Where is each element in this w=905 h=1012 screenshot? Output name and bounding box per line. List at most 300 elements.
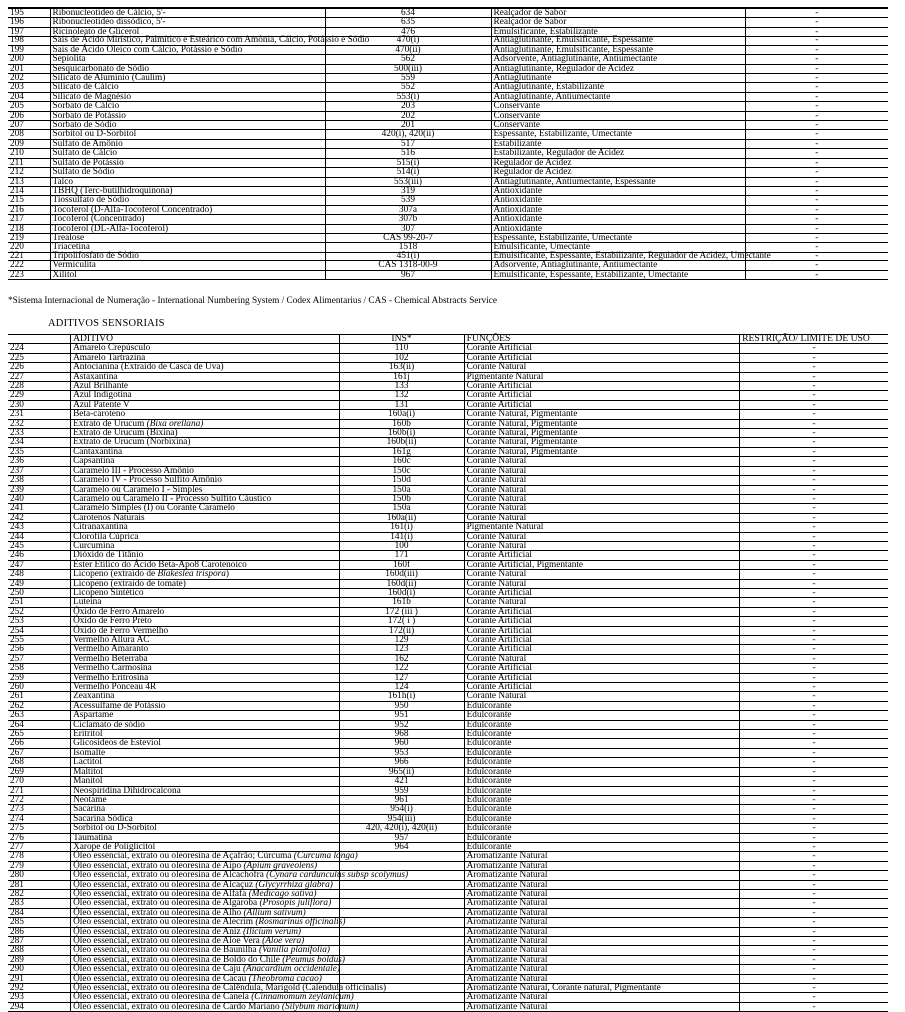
row-number: 249: [8, 579, 71, 588]
row-number: 289: [8, 955, 71, 964]
table-row: [8, 805, 888, 814]
additive-name-text: Óleo essencial, extrato ou oleoresina de Alcaçuz: [73, 879, 256, 890]
scientific-name: (Peumus boldus): [282, 954, 345, 965]
header-additive: ADITIVO: [71, 335, 339, 344]
table-row: [8, 363, 888, 372]
functions: Corante Artificial: [464, 626, 740, 635]
use-limit: -: [740, 786, 888, 795]
table-row: [8, 45, 888, 54]
functions: Regulador de Acidez: [491, 158, 745, 167]
functions: Aromatizante Natural: [464, 993, 740, 1002]
table-row: [8, 168, 888, 177]
table-row: [8, 111, 888, 120]
ins-code: 476: [325, 27, 491, 36]
use-limit: -: [745, 130, 888, 139]
additive-name: Sais de Ácido Mirístico, Palmítico e Esteárico com Amônia, Cálcio, Potássio e Sódio: [50, 37, 325, 46]
ins-code: 110: [339, 344, 464, 353]
table-row: [8, 777, 888, 786]
table-row: [8, 617, 888, 626]
additive-name: Caramelo IV - Processo Sulfito Amônio: [71, 476, 339, 485]
functions: Edulcorante: [464, 758, 740, 767]
functions: Realçador de Sabor: [491, 18, 745, 27]
additive-name: Sulfato de Potássio: [50, 158, 325, 167]
row-number: 269: [8, 767, 71, 776]
use-limit: -: [740, 955, 888, 964]
use-limit: -: [740, 636, 888, 645]
table-row: [8, 83, 888, 92]
ins-code: 952: [339, 720, 464, 729]
row-number: 230: [8, 400, 71, 409]
table-row: [8, 92, 888, 101]
ins-code: [339, 937, 464, 946]
functions: Aromatizante Natural: [464, 918, 740, 927]
functions: Edulcorante: [464, 730, 740, 739]
row-number: 216: [8, 205, 50, 214]
row-number: 200: [8, 55, 50, 64]
functions: Corante Natural: [464, 654, 740, 663]
ins-code: 966: [339, 758, 464, 767]
functions: Emulsificante, Umectante: [491, 243, 745, 252]
table-row: [8, 344, 888, 353]
row-number: 279: [8, 861, 71, 870]
additive-name: Sesquicarbonato de Sódio: [50, 64, 325, 73]
additive-name: Amarelo Tartrazina: [71, 353, 339, 362]
row-number: 285: [8, 918, 71, 927]
table-row: [8, 683, 888, 692]
row-number: 208: [8, 130, 50, 139]
ins-code: 964: [339, 842, 464, 851]
additive-name: Vermelho Carmosina: [71, 664, 339, 673]
ins-code: 161(i): [339, 523, 464, 532]
functions: Corante Natural: [464, 457, 740, 466]
row-number: 259: [8, 673, 71, 682]
additive-name: Óleo essencial, extrato ou oleoresina de Calêndula, Marigold (Calendula officinalis): [71, 984, 339, 993]
ins-code: [339, 965, 464, 974]
functions: Corante Artificial, Pigmentante: [464, 560, 740, 569]
additive-name-text: Óleo essencial, extrato ou oleoresina de Alcachofra: [73, 870, 267, 881]
row-number: 288: [8, 946, 71, 955]
additive-name: Beta-caroteno: [71, 410, 339, 419]
use-limit: -: [745, 233, 888, 242]
functions: Corante Natural, Pigmentante: [464, 410, 740, 419]
row-number: 203: [8, 83, 50, 92]
scientific-name: (Vanilla planifolia): [258, 945, 330, 956]
additive-name-text: Extrato de Urucum: [73, 418, 147, 429]
use-limit: -: [740, 946, 888, 955]
additive-name: Neospiridina Dihidrocalcona: [71, 786, 339, 795]
functions: Corante Natural: [464, 466, 740, 475]
ins-code: 123: [339, 645, 464, 654]
table-row: [8, 513, 888, 522]
functions: Edulcorante: [464, 711, 740, 720]
row-number: 218: [8, 224, 50, 233]
additive-name: Curcumina: [71, 541, 339, 550]
ins-code: 635: [325, 18, 491, 27]
ins-code: 500(iii): [325, 64, 491, 73]
functions: Espessante, Estabilizante, Umectante: [491, 233, 745, 242]
additive-name: Carotenos Naturais: [71, 513, 339, 522]
functions: Edulcorante: [464, 842, 740, 851]
additive-name: Silicato de Alumínio (Caulim): [50, 74, 325, 83]
ins-code: 319: [325, 186, 491, 195]
functions: Aromatizante Natural: [464, 871, 740, 880]
additive-name-text: Óleo essencial, extrato ou oleoresina de Alecrim: [73, 917, 256, 928]
functions: Corante Artificial: [464, 400, 740, 409]
additive-name: Azul Brilhante: [71, 382, 339, 391]
functions: Corante Natural, Pigmentante: [464, 438, 740, 447]
additive-name: Vermiculita: [50, 261, 325, 270]
ins-code: 420(i), 420(ii): [325, 130, 491, 139]
ins-code: 201: [325, 121, 491, 130]
row-number: 227: [8, 372, 71, 381]
functions: Aromatizante Natural: [464, 861, 740, 870]
use-limit: -: [740, 871, 888, 880]
scientific-name: (Medicago sativa): [248, 888, 317, 899]
row-number: 235: [8, 447, 71, 456]
row-number: 241: [8, 504, 71, 513]
additive-name: Cantaxantina: [71, 447, 339, 456]
use-limit: -: [740, 541, 888, 550]
ins-code: 307: [325, 224, 491, 233]
ins-code: 150b: [339, 494, 464, 503]
functions: Emulsificante, Espessante, Estabilizante, Regulador de Acidez, Umectante: [491, 252, 745, 261]
table-row: [8, 121, 888, 130]
row-number: 234: [8, 438, 71, 447]
table-row: [8, 748, 888, 757]
additive-name: Sorbato de Potássio: [50, 111, 325, 120]
use-limit: -: [740, 842, 888, 851]
row-number: 281: [8, 880, 71, 889]
ins-code: 162: [339, 654, 464, 663]
row-number: 222: [8, 261, 50, 270]
ins-code: 161b: [339, 598, 464, 607]
use-limit: -: [740, 504, 888, 513]
table-row: [8, 523, 888, 532]
ins-code: 203: [325, 102, 491, 111]
additive-name: Caramelo ou Caramelo II - Processo Sulfito Cáustico: [71, 494, 339, 503]
use-limit: -: [740, 447, 888, 456]
additive-name: Sulfato de Sódio: [50, 168, 325, 177]
functions: Adsorvente, Antiaglutinante, Antiumectante: [491, 261, 745, 270]
use-limit: -: [740, 626, 888, 635]
use-limit: -: [745, 27, 888, 36]
row-number: 271: [8, 786, 71, 795]
additive-name: Neotame: [71, 795, 339, 804]
additive-name-text: Óleo essencial, extrato ou oleoresina de Aloe Vera: [73, 936, 263, 946]
use-limit: -: [740, 382, 888, 391]
functions: Corante Artificial: [464, 551, 740, 560]
use-limit: -: [745, 45, 888, 54]
functions: Corante Natural: [464, 363, 740, 372]
functions: Aromatizante Natural, Corante natural, Pigmentante: [464, 984, 740, 993]
row-number: 286: [8, 927, 71, 936]
use-limit: -: [745, 168, 888, 177]
scientific-name: (Theobroma cacao): [248, 973, 322, 984]
functions: Antiaglutinante, Antiumectante: [491, 92, 745, 101]
ins-code: 129: [339, 636, 464, 645]
functions: Antiaglutinante, Emulsificante, Espessante: [491, 45, 745, 54]
table-row: [8, 74, 888, 83]
use-limit: -: [740, 617, 888, 626]
functions: Aromatizante Natural: [464, 946, 740, 955]
table-row: [8, 400, 888, 409]
use-limit: -: [740, 965, 888, 974]
use-limit: -: [740, 598, 888, 607]
additive-name: Manitol: [71, 777, 339, 786]
use-limit: -: [740, 974, 888, 983]
ins-code: 1518: [325, 243, 491, 252]
ins-code: 552: [325, 83, 491, 92]
functions: Antioxidante: [491, 186, 745, 195]
use-limit: -: [740, 824, 888, 833]
ins-code: CAS 99-20-7: [325, 233, 491, 242]
additive-name: Tocoferol (DL-Alfa-Tocoferol): [50, 224, 325, 233]
use-limit: -: [740, 1002, 888, 1011]
use-limit: -: [740, 523, 888, 532]
row-number: 198: [8, 37, 50, 46]
functions: Antiaglutinante, Estabilizante: [491, 83, 745, 92]
scientific-name: (Cinnamomum zeylanicum): [251, 992, 354, 1003]
ins-code: 539: [325, 196, 491, 205]
functions: Antioxidante: [491, 215, 745, 224]
ins-code: 131: [339, 400, 464, 409]
functions: Corante Natural: [464, 579, 740, 588]
table-row: [8, 767, 888, 776]
use-limit: -: [740, 551, 888, 560]
row-number: 240: [8, 494, 71, 503]
use-limit: -: [740, 645, 888, 654]
row-number: 236: [8, 457, 71, 466]
additive-name: Sorbato de Sódio: [50, 121, 325, 130]
row-number: 268: [8, 758, 71, 767]
additive-name: Sorbitol ou D-Sorbitol: [50, 130, 325, 139]
row-number: 243: [8, 523, 71, 532]
use-limit: -: [740, 579, 888, 588]
functions: Corante Natural, Pigmentante: [464, 419, 740, 428]
ins-code: 150a: [339, 485, 464, 494]
ins-code: 160c: [339, 457, 464, 466]
functions: Estabilizante, Regulador de Acidez: [491, 149, 745, 158]
functions: Pigmentante Natural: [464, 372, 740, 381]
additive-name: Silicato de Magnésio: [50, 92, 325, 101]
section-title: ADITIVOS SENSORIAIS: [48, 318, 165, 329]
use-limit: -: [740, 494, 888, 503]
additive-name: Citranaxantina: [71, 523, 339, 532]
functions: Corante Natural: [464, 513, 740, 522]
ins-code: 163(ii): [339, 363, 464, 372]
table-row: [8, 598, 888, 607]
table-row: [8, 588, 888, 597]
additive-name: Sais de Ácido Oleico com Cálcio, Potássio e Sódio: [50, 45, 325, 54]
ins-code: 968: [339, 730, 464, 739]
use-limit: -: [745, 261, 888, 270]
functions: Aromatizante Natural: [464, 927, 740, 936]
additive-name: Licopeno Sintético: [71, 588, 339, 597]
row-number: 238: [8, 476, 71, 485]
row-number: 250: [8, 588, 71, 597]
table-row: [8, 485, 888, 494]
ins-code: 160d(iii): [339, 570, 464, 579]
additive-name: Maltitol: [71, 767, 339, 776]
scientific-name: (Curcuma longa): [293, 851, 358, 862]
ins-code: 957: [339, 833, 464, 842]
table-row: [8, 795, 888, 804]
ins-code: 160b: [339, 419, 464, 428]
functions: Edulcorante: [464, 748, 740, 757]
ins-code: 514(i): [325, 168, 491, 177]
ins-code: [339, 889, 464, 898]
use-limit: -: [740, 419, 888, 428]
table-row: [8, 438, 888, 447]
additive-name: Aspartame: [71, 711, 339, 720]
row-number: 231: [8, 410, 71, 419]
row-number: 256: [8, 645, 71, 654]
row-number: 237: [8, 466, 71, 475]
table-row: [8, 382, 888, 391]
row-number: 225: [8, 353, 71, 362]
table-row: [8, 739, 888, 748]
use-limit: -: [745, 74, 888, 83]
ins-code: 562: [325, 55, 491, 64]
additive-name-text: Óleo essencial, extrato ou oleoresina de Cacau: [73, 973, 249, 984]
ins-code: 102: [339, 353, 464, 362]
row-number: 201: [8, 64, 50, 73]
scientific-name: (Ilicium verum): [242, 926, 302, 937]
use-limit: -: [740, 673, 888, 682]
ins-code: [339, 955, 464, 964]
use-limit: -: [745, 270, 888, 279]
row-number: 262: [8, 701, 71, 710]
table-row: [8, 551, 888, 560]
row-number: 211: [8, 158, 50, 167]
row-number: 274: [8, 814, 71, 823]
additive-name: Tripolifosfato de Sódio: [50, 252, 325, 261]
additive-name: Acessulfame de Potássio: [71, 701, 339, 710]
row-number: 247: [8, 560, 71, 569]
use-limit: -: [745, 92, 888, 101]
additive-name-text: Óleo essencial, extrato ou oleoresina de Açafrão; Cúrcuma: [73, 851, 294, 862]
row-number: 293: [8, 993, 71, 1002]
ins-code: 150a: [339, 504, 464, 513]
additive-name: Silicato de Cálcio: [50, 83, 325, 92]
ins-code: 307a: [325, 205, 491, 214]
use-limit: -: [745, 243, 888, 252]
ins-code: 160d(ii): [339, 579, 464, 588]
functions: Edulcorante: [464, 824, 740, 833]
ins-code: 171: [339, 551, 464, 560]
functions: Antioxidante: [491, 196, 745, 205]
table-row: [8, 270, 888, 279]
row-number: 246: [8, 551, 71, 560]
row-number: 273: [8, 805, 71, 814]
functions: Pigmentante Natural: [464, 523, 740, 532]
additive-name: Triacetina: [50, 243, 325, 252]
use-limit: -: [745, 177, 888, 186]
functions: Aromatizante Natural: [464, 955, 740, 964]
use-limit: -: [740, 457, 888, 466]
ins-code: 634: [325, 8, 491, 18]
row-number: 219: [8, 233, 50, 242]
row-number: 215: [8, 196, 50, 205]
scientific-name: (Bixa orellana): [146, 418, 204, 429]
ins-code: 559: [325, 74, 491, 83]
use-limit: -: [740, 730, 888, 739]
functions: Antiaglutinante, Regulador de Acidez: [491, 64, 745, 73]
ins-code: 160a(i): [339, 410, 464, 419]
functions: Adsorvente, Antiaglutinante, Antiumectante: [491, 55, 745, 64]
footnote: *Sistema Internacional de Numeração - International Numbering System / Codex Alimentarius / CAS - Chemical Abstracts Service: [8, 296, 497, 306]
functions: Aromatizante Natural: [464, 974, 740, 983]
scientific-name: (Allium sativum): [243, 907, 306, 918]
additive-name: Sulfato de Cálcio: [50, 149, 325, 158]
row-number: 224: [8, 344, 71, 353]
functions: Aromatizante Natural: [464, 889, 740, 898]
additive-name: Sacarina: [71, 805, 339, 814]
use-limit: -: [740, 937, 888, 946]
row-number: 210: [8, 149, 50, 158]
ins-code: CAS 1318-00-9: [325, 261, 491, 270]
scientific-name: (Cynara cardunculus subsp scolymus): [266, 870, 409, 881]
additive-name: Lactitol: [71, 758, 339, 767]
table-row: [8, 758, 888, 767]
ins-code: 161g: [339, 447, 464, 456]
row-number: 213: [8, 177, 50, 186]
table-row: [8, 224, 888, 233]
ins-code: 124: [339, 683, 464, 692]
additive-name: Xarope de Poliglicitol: [71, 842, 339, 851]
functions: Aromatizante Natural: [464, 1002, 740, 1011]
use-limit: -: [745, 64, 888, 73]
table-row: [8, 1002, 888, 1011]
additive-name: [71, 1001, 359, 1012]
ins-code: 161j: [339, 372, 464, 381]
functions: Edulcorante: [464, 805, 740, 814]
ins-code: 953: [339, 748, 464, 757]
table-row: [8, 786, 888, 795]
use-limit: -: [740, 880, 888, 889]
ins-code: 950: [339, 701, 464, 710]
additive-name-text: Óleo essencial, extrato ou oleoresina de Caju: [73, 964, 243, 975]
ins-code: 141(i): [339, 532, 464, 541]
additive-name: Sorbato de Cálcio: [50, 102, 325, 111]
row-number: 223: [8, 270, 50, 279]
use-limit: -: [740, 438, 888, 447]
row-number: 207: [8, 121, 50, 130]
use-limit: -: [745, 139, 888, 148]
additive-name: Óxido de Ferro Amarelo: [71, 607, 339, 616]
use-limit: -: [740, 654, 888, 663]
row-number: 292: [8, 984, 71, 993]
use-limit: -: [740, 899, 888, 908]
additive-name: Antocianina (Extraído de Casca de Uva): [71, 363, 339, 372]
additive-name: Extrato de Urucum (Bixina): [71, 429, 339, 438]
row-number: 232: [8, 419, 71, 428]
additive-name: TBHQ (Terc-butilhidroquinona): [50, 186, 325, 195]
row-number: 248: [8, 570, 71, 579]
functions: Antioxidante: [491, 224, 745, 233]
ins-code: 965(ii): [339, 767, 464, 776]
row-number: 245: [8, 541, 71, 550]
row-number: 290: [8, 965, 71, 974]
functions: Edulcorante: [464, 720, 740, 729]
use-limit: -: [740, 720, 888, 729]
use-limit: -: [740, 777, 888, 786]
row-number: 196: [8, 18, 50, 27]
table-row: [8, 130, 888, 139]
ins-code: 172 (iii ): [339, 607, 464, 616]
use-limit: -: [740, 739, 888, 748]
row-number: 209: [8, 139, 50, 148]
